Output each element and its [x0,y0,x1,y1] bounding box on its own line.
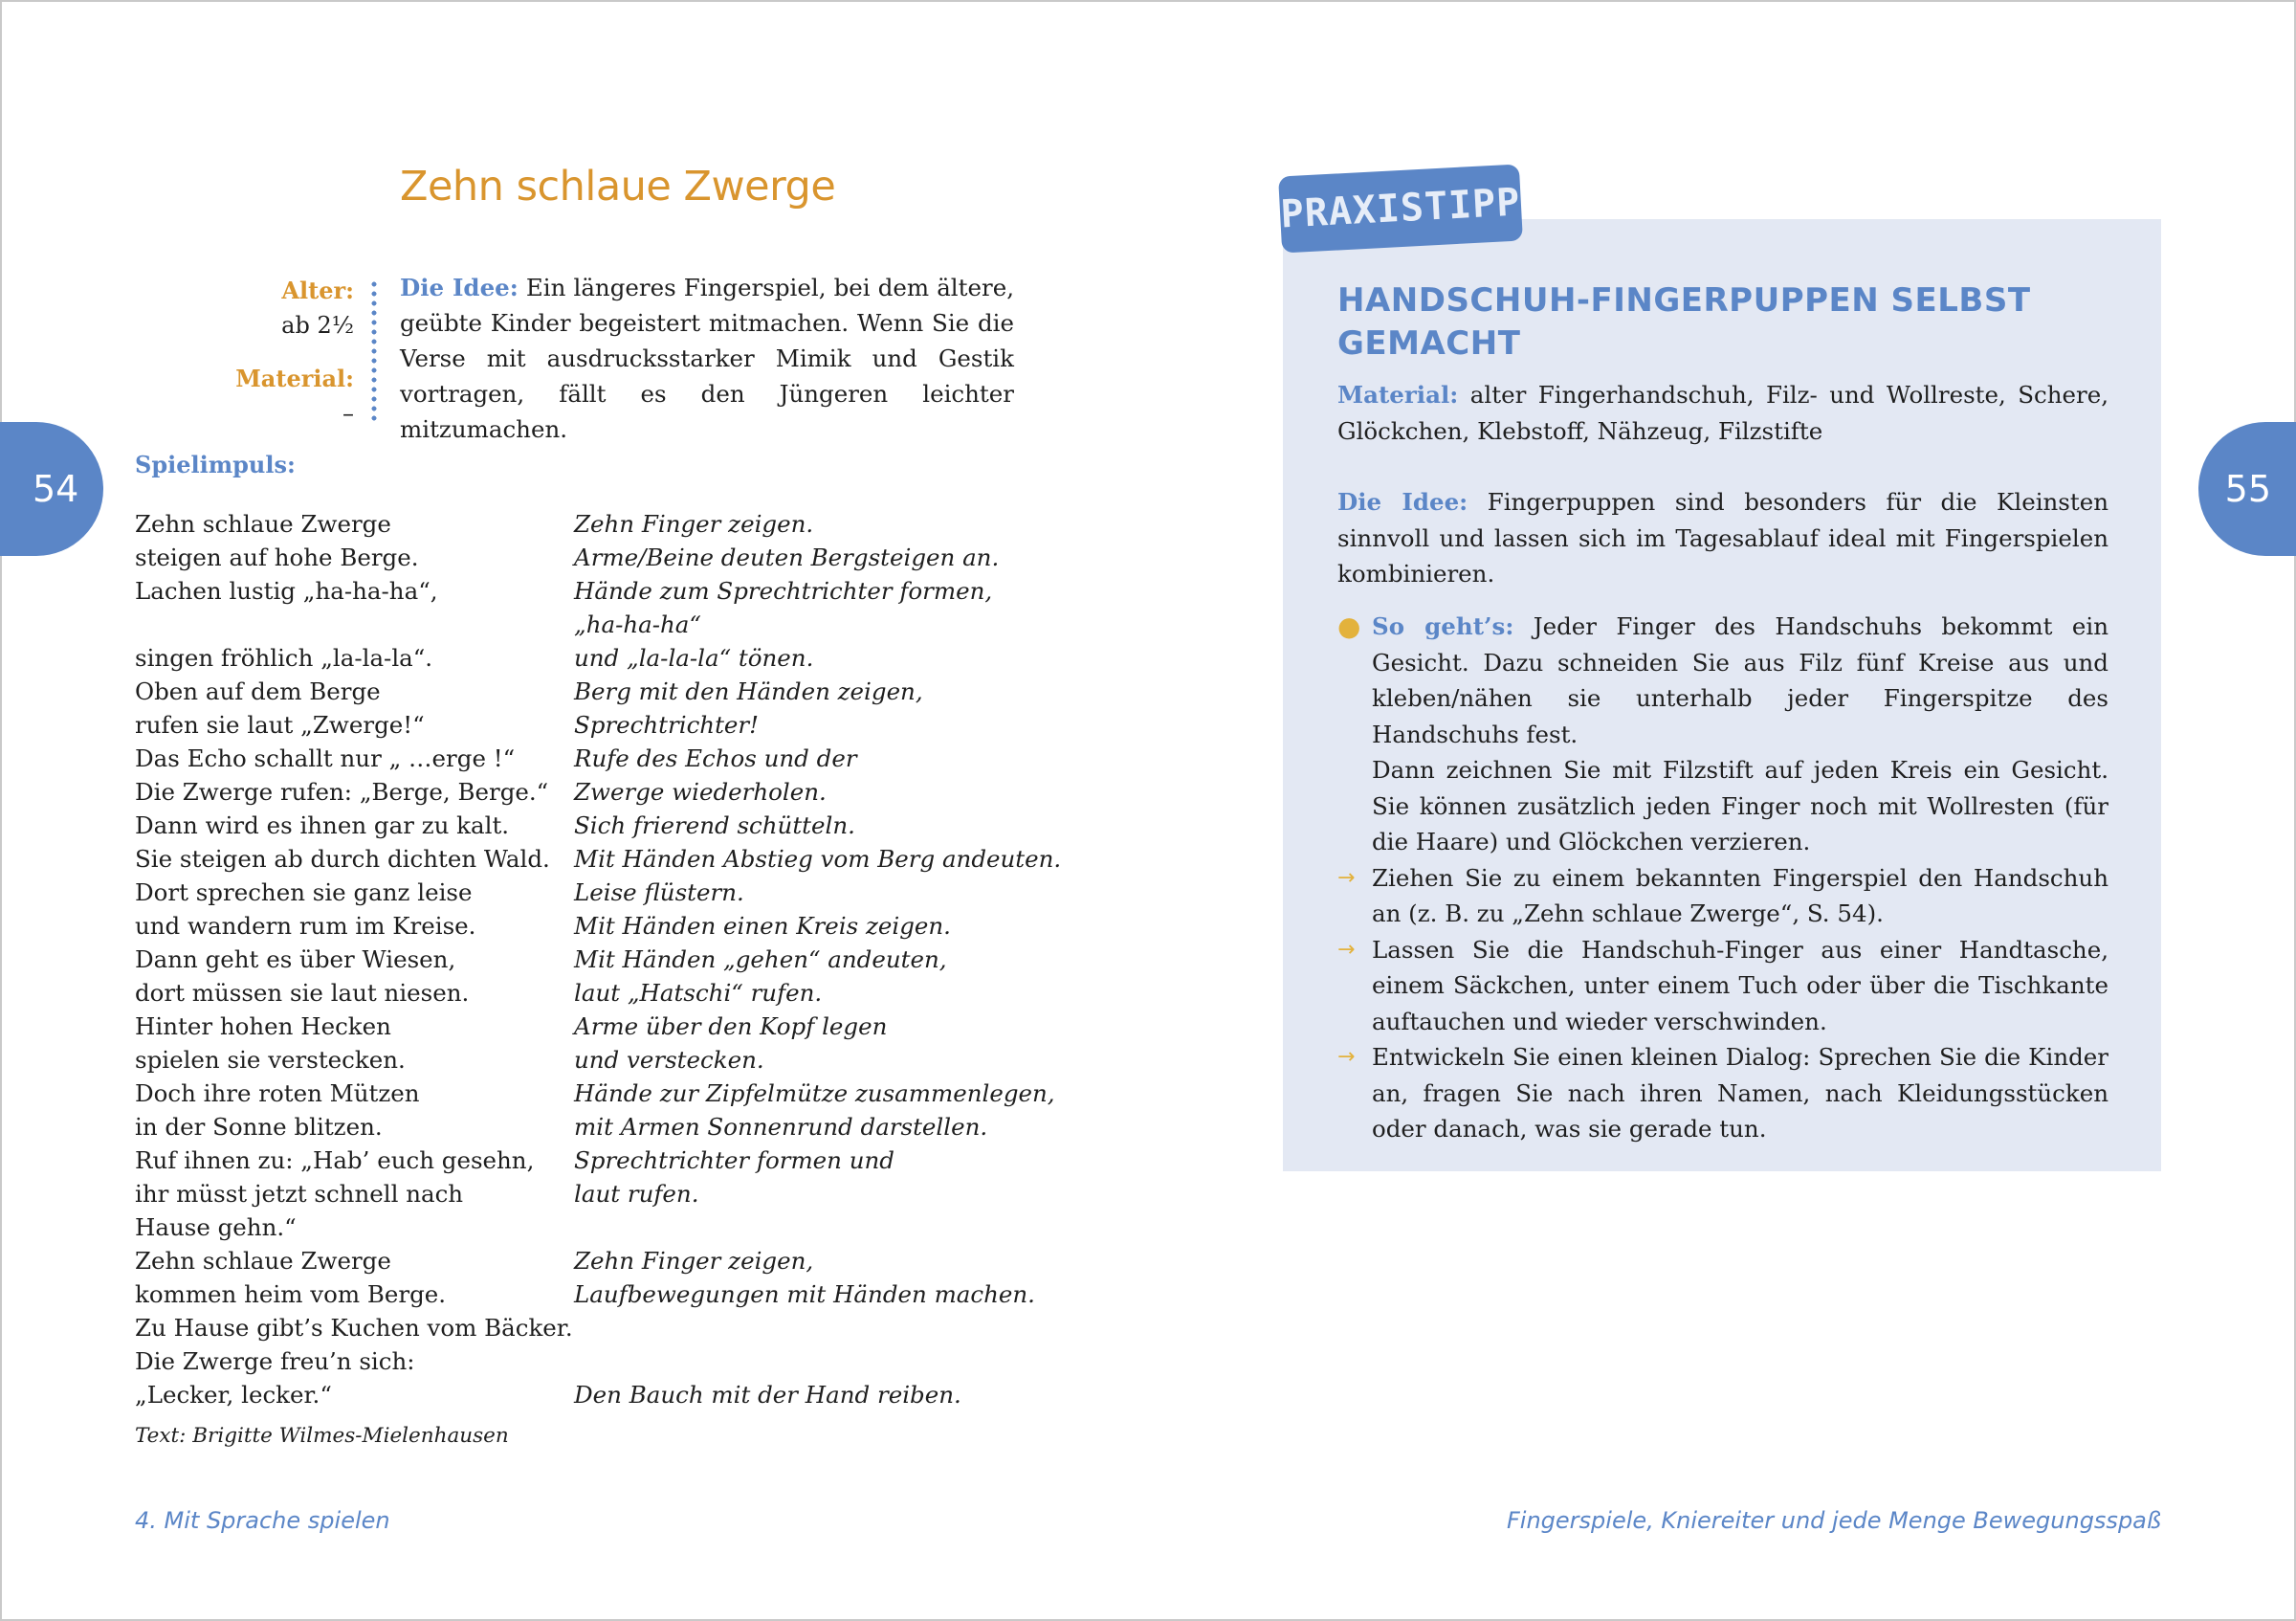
so-gehts-label: So geht’s: [1372,612,1514,640]
poem-line: steigen auf hohe Berge. [135,544,419,571]
action-line: Mit Händen Abstieg vom Berg andeuten. [574,845,1062,873]
action-line: und „la-la-la“ tönen. [574,644,814,672]
action-line: Sich frierend schütteln. [574,811,855,839]
action-line: Den Bauch mit der Hand reiben. [574,1381,961,1409]
poem-credit: Text: Brigitte Wilmes-Mielenhausen [135,1424,509,1448]
poem-line: Oben auf dem Berge [135,677,381,705]
action-line: „ha-ha-ha“ [574,611,701,638]
poem-line: Hause gehn.“ [135,1213,297,1241]
box-material-text: alter Fingerhandschuh, Filz- und Wollreste, Schere, Glöckchen, Klebstoff, Nähzeug, Filzstifte [1337,381,2109,445]
poem-verses [135,507,573,1411]
action-line: Arme über den Kopf legen [574,1012,888,1040]
action-line: Rufe des Echos und der [574,744,857,772]
so-gehts-text-2: Dann zeichnen Sie mit Filzstift auf jeden Kreis ein Gesicht. Sie können zusätzlich jeden Finger noch mit Wollresten (für die Haare) und Glöckchen verzieren. [1372,756,2108,855]
material-label: Material: [235,365,354,392]
tip-text: Lassen Sie die Handschuh-Finger aus einer Handtasche, einem Säckchen, unter einem Tuch oder über die Tischkante auftauchen und wieder verschwinden. [1372,935,2108,1035]
poem-line: „Lecker, lecker.“ [135,1381,332,1409]
dotted-divider [371,279,377,423]
arrow-right-icon: → [1337,937,1356,962]
bullet-dot-icon: ● [1337,611,1361,642]
poem-line: singen fröhlich „la-la-la“. [135,644,433,672]
box-idea-text: Fingerpuppen sind besonders für die Kleinsten sinnvoll und lassen sich im Tagesablauf ideal mit Fingerspielen kombinieren. [1337,488,2109,588]
page-title: Zehn schlaue Zwerge [400,163,836,211]
poem-line: Ruf ihnen zu: „Hab’ euch gesehn, [135,1146,535,1174]
action-line: Sprechtrichter formen und [574,1146,894,1174]
tip-text: Ziehen Sie zu einem bekannten Fingerspiel den Handschuh an (z. B. zu „Zehn schlaue Zwerge“, S. 54). [1372,863,2108,927]
action-line [574,1344,1061,1378]
poem-line: Die Zwerge freu’n sich: [135,1347,415,1375]
footer-right: Fingerspiele, Kniereiter und jede Menge Bewegungsspaß [1506,1507,2161,1534]
tip-text: Entwickeln Sie einen kleinen Dialog: Sprechen Sie die Kinder an, fragen Sie nach ihren Namen, nach Kleidungsstücken oder danach, was sie gerade tun. [1372,1043,2108,1143]
tips-list [1337,609,2108,1147]
poem-line: Zehn schlaue Zwerge [135,510,391,538]
material-value: – [342,400,354,427]
spielimpuls-heading: Spielimpuls: [135,451,296,478]
box-title: HANDSCHUH-FINGERPUPPEN SELBST GEMACHT [1337,281,2031,363]
action-line: und verstecken. [574,1046,764,1074]
poem-line: Zehn schlaue Zwerge [135,1247,391,1275]
poem-line: dort müssen sie laut niesen. [135,979,470,1007]
meta-info [172,273,354,432]
poem-line: Hinter hohen Hecken [135,1012,391,1040]
action-line: mit Armen Sonnenrund darstellen. [574,1113,988,1141]
poem-line: und wandern rum im Kreise. [135,912,476,940]
action-line: laut rufen. [574,1180,699,1208]
list-item [1337,932,2108,1040]
idea-paragraph [400,270,1014,447]
idea-text: Ein längeres Fingerspiel, bei dem ältere, geübte Kinder begeistert mitmachen. Wenn Sie die Verse mit ausdrucksstarker Mimik und Gestik vortragen, fällt es den Jüngeren leichter mitzumachen. [400,274,1014,443]
poem-line: Zu Hause gibt’s Kuchen vom Bäcker. [135,1314,573,1342]
poem-line [135,608,573,641]
action-line: Zehn Finger zeigen, [574,1247,814,1275]
poem-line: kommen heim vom Berge. [135,1280,447,1308]
action-line: Berg mit den Händen zeigen, [574,677,923,705]
poem-actions [574,507,1061,1411]
arrow-right-icon: → [1337,1045,1356,1069]
idea-label: Die Idee: [400,274,519,301]
action-line: Zwerge wiederholen. [574,778,827,806]
so-gehts-text: Jeder Finger des Handschuhs bekommt ein Gesicht. Dazu schneiden Sie aus Filz fünf Kreise aus und kleben/nähen sie unterhalb jeder Fingerspitze des Handschuhs fest. [1372,612,2108,748]
page-number-right: 55 [2198,422,2296,556]
poem-line: rufen sie laut „Zwerge!“ [135,711,425,739]
poem-line: ihr müsst jetzt schnell nach [135,1180,464,1208]
praxistipp-badge: PRAXISTIPP [1278,164,1523,253]
action-line [574,1210,1061,1244]
action-line [574,1311,1061,1344]
action-line: Mit Händen einen Kreis zeigen. [574,912,951,940]
poem-line: Die Zwerge rufen: „Berge, Berge.“ [135,778,549,806]
list-item [1337,609,2108,860]
box-idea-label: Die Idee: [1337,488,1468,516]
action-line: laut „Hatschi“ rufen. [574,979,823,1007]
box-material-label: Material: [1337,381,1459,409]
poem-line: Dort sprechen sie ganz leise [135,878,473,906]
alter-label: Alter: [281,277,354,304]
poem-line: Dann wird es ihnen gar zu kalt. [135,811,510,839]
action-line: Sprechtrichter! [574,711,759,739]
action-line: Zehn Finger zeigen. [574,510,814,538]
poem-line: Sie steigen ab durch dichten Wald. [135,845,550,873]
action-line: Arme/Beine deuten Bergsteigen an. [574,544,1000,571]
page-number-left: 54 [0,422,103,556]
footer-left: 4. Mit Sprache spielen [135,1507,390,1534]
poem-line: spielen sie verstecken. [135,1046,406,1074]
poem-line: Lachen lustig „ha-ha-ha“, [135,577,438,605]
poem-line: Dann geht es über Wiesen, [135,945,456,973]
poem-line: Das Echo schallt nur „ …erge !“ [135,744,516,772]
poem-line: Doch ihre roten Mützen [135,1079,420,1107]
alter-value: ab 2½ [281,312,354,339]
list-item [1337,1039,2108,1147]
poem-line: in der Sonne blitzen. [135,1113,383,1141]
action-line: Hände zur Zipfelmütze zusammenlegen, [574,1079,1055,1107]
box-material [1337,377,2108,449]
list-item [1337,860,2108,932]
box-idea [1337,484,2108,592]
action-line: Mit Händen „gehen“ andeuten, [574,945,947,973]
action-line: Hände zum Sprechtrichter formen, [574,577,993,605]
action-line: Leise flüstern. [574,878,744,906]
action-line: Laufbewegungen mit Händen machen. [574,1280,1035,1308]
arrow-right-icon: → [1337,865,1356,890]
